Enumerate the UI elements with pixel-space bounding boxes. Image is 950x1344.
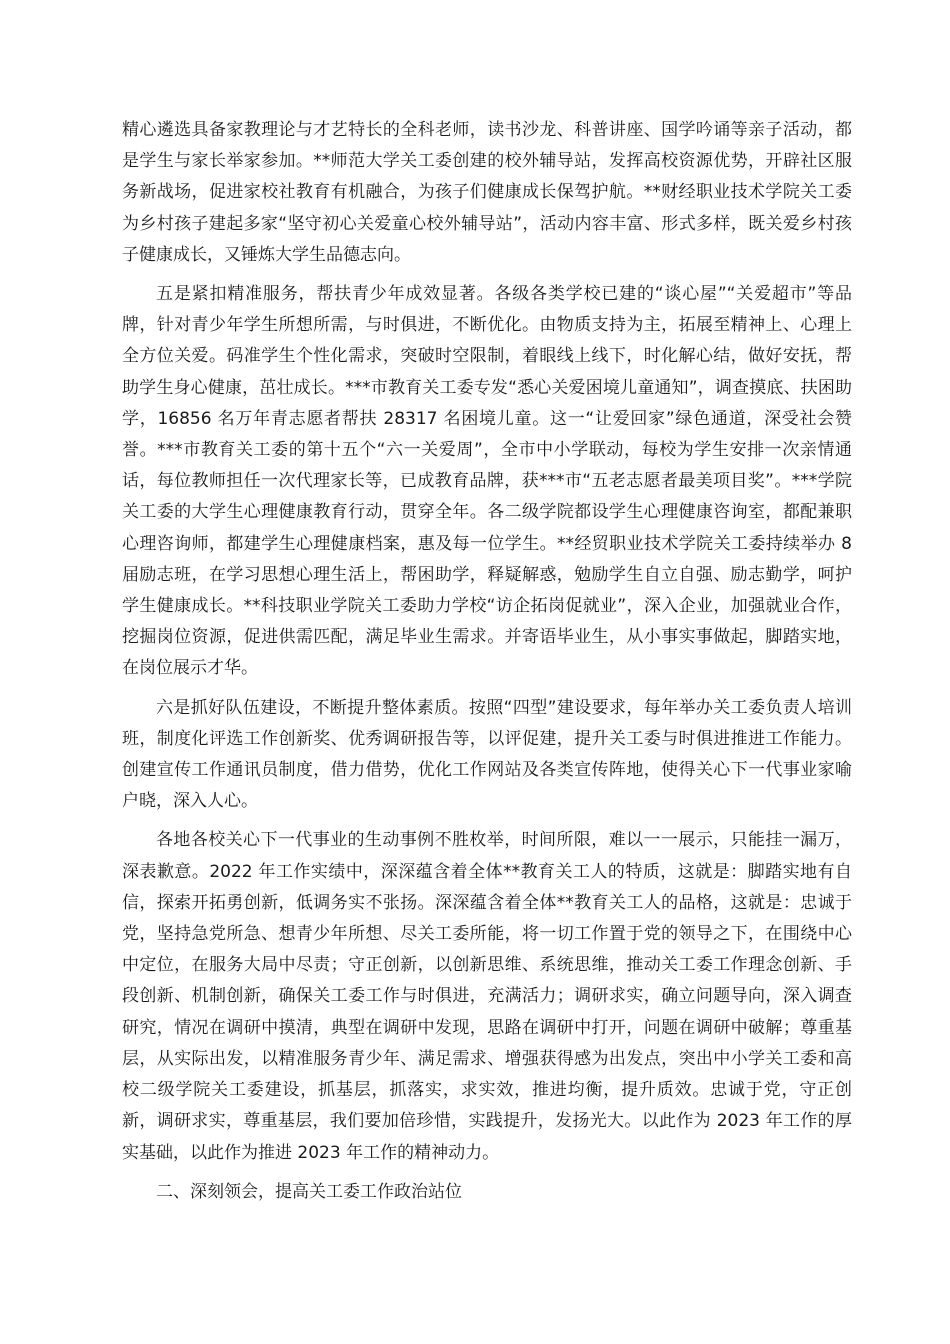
document-body [122, 115, 852, 1216]
paragraph-precise-service: 五是紧扣精准服务，帮扶青少年成效显著。各级各类学校已建的“谈心屋”“关爱超市”等品牌，针对青少年学生所想所需，与时俱进，不断优化。由物质支持为主，拓展至精神上、心理上全方位关爱。码准学生个性化需求，突破时空限制，着眼线上线下，时化解心结，做好安抚，帮助学生身心健康，茁壮成长。***市教育关工委专发“悉心关爱困境儿童通知”，调查摸底、扶困助学，16856 名万年青志愿者帮扶 28317 名困境儿童。这一“让爱回家”绿色通道，深受社会赞誉。***市教育关工委的第十五个“六一关爱周”，全市中小学联动，每校为学生安排一次亲情通话，每位教师担任一次代理家长等，已成教育品牌，获***市“五老志愿者最美项目奖”。***学院关工委的大学生心理健康教育行动，贯穿全年。各二级学院都设学生心理健康咨询室，都配兼职心理咨询师，都建学生心理健康档案，惠及每一位学生。**经贸职业技术学院关工委持续举办 8 届励志班，在学习思想心理生活上，帮困助学，释疑解惑，勉励学生自立自强、励志勤学，呵护学生健康成长。**科技职业学院关工委助力学校“访企拓岗促就业”，深入企业，加强就业合作，挖掘岗位资源，促进供需匹配，满足毕业生需求。并寄语毕业生，从小事实事做起，脚踏实地，在岗位展示才华。 [122, 284, 852, 679]
paragraph-team-building: 六是抓好队伍建设，不断提升整体素质。按照“四型”建设要求，每年举办关工委负责人培训班，制度化评选工作创新奖、优秀调研报告等，以评促建，提升关工委与时俱进推进工作能力。创建宣传工作通讯员制度，借力借势，优化工作网站及各类宣传阵地，使得关心下一代事业家喻户晓，深入人心。 [122, 697, 852, 812]
section-heading-two: 二、深刻领会，提高关工委工作政治站位 [156, 1181, 462, 1202]
paragraph-outreach-stations: 精心遴选具备家教理论与才艺特长的全科老师，读书沙龙、科普讲座、国学吟诵等亲子活动，都是学生与家长举家参加。**师范大学关工委创建的校外辅导站，发挥高校资源优势，开辟社区服务新战场，促进家校社教育有机融合，为孩子们健康成长保驾护航。**财经职业技术学院关工委为乡村孩子建起多家“坚守初心关爱童心校外辅导站”，活动内容丰富、形式多样，既关爱乡村孩子健康成长，又锤炼大学生品德志向。 [122, 120, 852, 265]
paragraph-summary: 各地各校关心下一代事业的生动事例不胜枚举，时间所限，难以一一展示，只能挂一漏万，深表歉意。2022 年工作实绩中，深深蕴含着全体**教育关工人的特质，这就是：脚踏实地有自信，探索开拓勇创新，低调务实不张扬。深深蕴含着全体**教育关工人的品格，这就是：忠诚于党，坚持急党所急、想青少年所想、尽关工委所能，将一切工作置于党的领导之下，在围绕中心中定位，在服务大局中尽责；守正创新，以创新思维、系统思维，推动关工委工作理念创新、手段创新、机制创新，确保关工委工作与时俱进，充满活力；调研求实，确立问题导向，深入调查研究，情况在调研中摸清，典型在调研中发现，思路在调研中打开，问题在调研中破解；尊重基层，从实际出发，以精准服务青少年、满足需求、增强获得感为出发点，突出中小学关工委和高校二级学院关工委建设，抓基层，抓落实，求实效，推进均衡，提升质效。忠诚于党，守正创新，调研求实，尊重基层，我们要加倍珍惜，实践提升，发扬光大。以此作为 2023 年工作的厚实基础，以此作为推进 2023 年工作的精神动力。 [122, 830, 852, 1163]
